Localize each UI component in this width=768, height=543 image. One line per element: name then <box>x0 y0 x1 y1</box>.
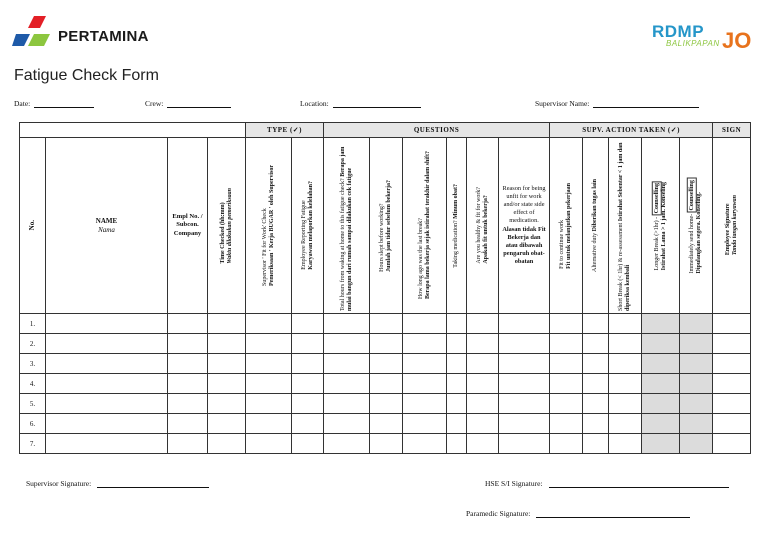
entry-cell[interactable] <box>583 354 609 374</box>
entry-cell[interactable] <box>168 374 208 394</box>
entry-cell[interactable] <box>447 374 467 394</box>
q1-en: Total hours from waking at home to this fatigue check? <box>339 177 346 311</box>
entry-cell[interactable] <box>46 314 168 334</box>
entry-cell[interactable] <box>403 334 447 354</box>
entry-cell[interactable] <box>403 354 447 374</box>
a4-id: Istirahat Lama > 1 jam. Konseling <box>660 181 667 271</box>
a5-en: Immediately send home- <box>689 213 696 274</box>
col-action-short-break <box>609 138 642 314</box>
table-row <box>20 434 751 454</box>
supervisor-name-line[interactable] <box>593 100 699 108</box>
entry-cell[interactable] <box>467 334 499 354</box>
entry-cell[interactable] <box>246 354 292 374</box>
entry-cell[interactable] <box>447 334 467 354</box>
supervisor-signature-label: Supervisor Signature: <box>26 479 92 488</box>
reason-en: Reason for being unfit for work and/or state side effect of medication. <box>502 184 546 225</box>
entry-cell[interactable] <box>324 334 370 354</box>
col-time-label: Time Checked (hh:mm) <box>219 202 226 264</box>
entry-cell[interactable] <box>609 434 642 454</box>
crew-field[interactable] <box>145 99 231 108</box>
entry-cell[interactable] <box>680 314 713 334</box>
group-action: SUPV. ACTION TAKEN (✓) <box>550 123 713 138</box>
entry-cell[interactable] <box>168 394 208 414</box>
col-type-supervisor-check <box>246 138 292 314</box>
entry-cell[interactable] <box>447 414 467 434</box>
entry-cell[interactable] <box>447 314 467 334</box>
entry-cell[interactable] <box>324 434 370 454</box>
supervisor-signature-field[interactable] <box>26 479 209 488</box>
entry-cell[interactable] <box>680 414 713 434</box>
entry-cell[interactable] <box>583 374 609 394</box>
group-header-row <box>20 123 751 138</box>
rdmp-wordmark: RDMP <box>652 22 705 41</box>
entry-cell[interactable] <box>499 314 550 334</box>
entry-cell[interactable] <box>370 314 403 334</box>
entry-cell[interactable] <box>467 394 499 414</box>
entry-cell[interactable] <box>583 394 609 414</box>
rdmp-logo <box>652 22 756 56</box>
entry-cell[interactable] <box>208 414 246 434</box>
entry-cell[interactable] <box>447 434 467 454</box>
col-name <box>46 138 168 314</box>
entry-cell[interactable] <box>550 314 583 334</box>
entry-cell[interactable] <box>583 414 609 434</box>
entry-cell[interactable] <box>246 394 292 414</box>
entry-cell[interactable] <box>642 334 680 354</box>
location-line[interactable] <box>333 100 421 108</box>
entry-cell[interactable] <box>609 314 642 334</box>
q4-id: Minum obat? <box>453 183 460 219</box>
q2-en: Hours slept before working? <box>379 202 386 272</box>
entry-cell[interactable] <box>324 414 370 434</box>
entry-cell[interactable] <box>680 434 713 454</box>
a4-en: Longer Break (>1hr) - <box>653 216 660 271</box>
entry-cell[interactable] <box>499 414 550 434</box>
table-row <box>20 394 751 414</box>
group-questions: QUESTIONS <box>324 123 550 138</box>
entry-cell[interactable] <box>403 434 447 454</box>
row-number: 2. <box>20 334 46 354</box>
group-blank <box>20 123 246 138</box>
column-header-row <box>20 138 751 314</box>
q3-id: Berapa lama bekerja sejak istirahat terakhir dalam shift? <box>424 151 431 300</box>
paramedic-signature-line[interactable] <box>536 510 690 518</box>
entry-cell[interactable] <box>324 314 370 334</box>
pertamina-logo <box>12 14 152 54</box>
entry-cell[interactable] <box>583 434 609 454</box>
entry-cell[interactable] <box>292 374 324 394</box>
form-title: Fatigue Check Form <box>14 67 159 84</box>
q2-id: Jumlah jam tidur sebelum bekerja? <box>386 179 393 272</box>
entry-cell[interactable] <box>447 394 467 414</box>
entry-cell[interactable] <box>292 354 324 374</box>
row-number: 3. <box>20 354 46 374</box>
entry-cell[interactable] <box>370 434 403 454</box>
entry-cell[interactable] <box>499 374 550 394</box>
table-body <box>20 314 751 454</box>
q3-en: How long ago was the last break? <box>417 218 424 300</box>
entry-cell[interactable] <box>680 394 713 414</box>
entry-cell[interactable] <box>642 434 680 454</box>
paramedic-signature-field[interactable] <box>466 509 690 518</box>
entry-cell[interactable] <box>208 374 246 394</box>
entry-cell[interactable] <box>680 334 713 354</box>
entry-cell[interactable] <box>246 414 292 434</box>
entry-cell[interactable] <box>499 334 550 354</box>
entry-cell[interactable] <box>680 354 713 374</box>
entry-cell[interactable] <box>246 314 292 334</box>
entry-cell[interactable] <box>292 314 324 334</box>
col-action-alternative <box>583 138 609 314</box>
entry-cell[interactable] <box>46 394 168 414</box>
entry-cell[interactable] <box>208 394 246 414</box>
entry-cell[interactable] <box>46 434 168 454</box>
col-q-medication <box>447 138 467 314</box>
entry-cell[interactable] <box>467 414 499 434</box>
col-action-send-home <box>680 138 713 314</box>
row-number: 1. <box>20 314 46 334</box>
col-q-hours-slept <box>370 138 403 314</box>
type1-id: Pemeriksaan ' Kerja BUGAR ' oleh Supervisor <box>268 165 275 286</box>
supervisor-name-label: Supervisor Name: <box>535 99 590 108</box>
entry-cell[interactable] <box>292 414 324 434</box>
date-line[interactable] <box>34 100 94 108</box>
entry-cell[interactable] <box>246 334 292 354</box>
entry-cell[interactable] <box>370 414 403 434</box>
paramedic-signature-label: Paramedic Signature: <box>466 509 531 518</box>
entry-cell[interactable] <box>713 334 751 354</box>
entry-cell[interactable] <box>467 374 499 394</box>
col-action-fit <box>550 138 583 314</box>
table-row <box>20 354 751 374</box>
sign-id: Tanda tangan karyawan <box>731 195 738 256</box>
row-number: 7. <box>20 434 46 454</box>
group-sign: SIGN <box>713 123 751 138</box>
entry-cell[interactable] <box>403 414 447 434</box>
entry-cell[interactable] <box>499 354 550 374</box>
entry-cell[interactable] <box>324 374 370 394</box>
col-empl-label: Empl No. / Subcon. Company <box>172 213 203 237</box>
col-no <box>20 138 46 314</box>
entry-cell[interactable] <box>324 354 370 374</box>
entry-cell[interactable] <box>168 414 208 434</box>
col-q-healthy <box>467 138 499 314</box>
entry-cell[interactable] <box>609 374 642 394</box>
col-type-employee-report <box>292 138 324 314</box>
entry-cell[interactable] <box>467 434 499 454</box>
entry-cell[interactable] <box>246 434 292 454</box>
entry-cell[interactable] <box>609 414 642 434</box>
location-label: Location: <box>300 99 329 108</box>
crew-line[interactable] <box>167 100 231 108</box>
col-no-label: No. <box>28 220 37 231</box>
q5-id: Apakah fit untuk bekerja? <box>482 195 489 264</box>
entry-cell[interactable] <box>642 314 680 334</box>
col-sign <box>713 138 751 314</box>
entry-cell[interactable] <box>550 394 583 414</box>
type2-id: Karyawan melaporkan kelelahan? <box>307 181 314 270</box>
entry-cell[interactable] <box>583 334 609 354</box>
entry-cell[interactable] <box>292 334 324 354</box>
entry-cell[interactable] <box>713 354 751 374</box>
a2-id: Diberikan tugas lain <box>592 178 599 232</box>
a1-en: Fit to continue work <box>559 219 566 269</box>
entry-cell[interactable] <box>168 434 208 454</box>
entry-cell[interactable] <box>550 334 583 354</box>
table-row <box>20 414 751 434</box>
col-action-long-break <box>642 138 680 314</box>
entry-cell[interactable] <box>713 414 751 434</box>
entry-cell[interactable] <box>609 354 642 374</box>
hse-signature-field[interactable] <box>485 479 729 488</box>
location-field[interactable] <box>300 99 421 108</box>
sign-en: Employee Signature <box>724 203 731 256</box>
entry-cell[interactable] <box>208 434 246 454</box>
entry-cell[interactable] <box>370 334 403 354</box>
col-name-id-label: Nama <box>98 225 115 234</box>
entry-cell[interactable] <box>550 414 583 434</box>
a1-id: Fit untuk melanjutkan pekerjaan <box>566 182 573 269</box>
entry-cell[interactable] <box>550 374 583 394</box>
entry-cell[interactable] <box>403 314 447 334</box>
date-label: Date: <box>14 99 31 108</box>
entry-cell[interactable] <box>680 374 713 394</box>
entry-cell[interactable] <box>642 374 680 394</box>
supervisor-signature-line[interactable] <box>97 480 209 488</box>
a5-id: Dipulangkan segera. Konseling. <box>696 191 703 274</box>
q1-id: Berapa jam mulai bangun dari rumah sampai dilakukan cek fatigue <box>339 146 353 311</box>
entry-cell[interactable] <box>642 394 680 414</box>
q5-en: Are you healthy & fit for work? <box>475 187 482 264</box>
col-time <box>208 138 246 314</box>
col-reason <box>499 138 550 314</box>
entry-cell[interactable] <box>168 314 208 334</box>
entry-cell[interactable] <box>713 374 751 394</box>
entry-cell[interactable] <box>499 394 550 414</box>
crew-label: Crew: <box>145 99 164 108</box>
table-row <box>20 374 751 394</box>
entry-cell[interactable] <box>583 314 609 334</box>
col-empl <box>168 138 208 314</box>
entry-cell[interactable] <box>208 314 246 334</box>
entry-cell[interactable] <box>642 414 680 434</box>
entry-cell[interactable] <box>609 334 642 354</box>
a3-en: Short Break (< 1hr) & re-assessment <box>618 222 625 311</box>
entry-cell[interactable] <box>403 394 447 414</box>
row-number: 5. <box>20 394 46 414</box>
col-q-hours-awake <box>324 138 370 314</box>
entry-cell[interactable] <box>550 434 583 454</box>
a2-en: Alternative duty <box>592 232 599 272</box>
entry-cell[interactable] <box>46 374 168 394</box>
col-q-last-break <box>403 138 447 314</box>
fatigue-check-table <box>19 122 751 454</box>
entry-cell[interactable] <box>467 314 499 334</box>
type2-en: Employee Reporting Fatigue <box>300 200 307 270</box>
supervisor-name-field[interactable] <box>535 99 699 108</box>
entry-cell[interactable] <box>168 354 208 374</box>
entry-cell[interactable] <box>168 334 208 354</box>
row-number: 4. <box>20 374 46 394</box>
entry-cell[interactable] <box>447 354 467 374</box>
balikpapan-wordmark: BALIKPAPAN <box>666 39 720 48</box>
entry-cell[interactable] <box>713 394 751 414</box>
col-time-id-label: Waktu dilakukan pemeriksaan <box>226 187 233 264</box>
group-type: TYPE (✓) <box>246 123 324 138</box>
entry-cell[interactable] <box>246 374 292 394</box>
hse-signature-line[interactable] <box>549 480 729 488</box>
q4-en: Taking medication? <box>453 219 460 268</box>
entry-cell[interactable] <box>208 354 246 374</box>
entry-cell[interactable] <box>467 354 499 374</box>
a5-em: Counselling <box>689 179 696 211</box>
entry-cell[interactable] <box>370 374 403 394</box>
entry-cell[interactable] <box>292 394 324 414</box>
entry-cell[interactable] <box>292 434 324 454</box>
jo-wordmark: JO <box>722 28 752 53</box>
entry-cell[interactable] <box>370 394 403 414</box>
entry-cell[interactable] <box>550 354 583 374</box>
entry-cell[interactable] <box>403 374 447 394</box>
type1-en: Supervisor ' Fit for Work' Check <box>261 208 268 286</box>
entry-cell[interactable] <box>713 434 751 454</box>
entry-cell[interactable] <box>499 434 550 454</box>
hse-signature-label: HSE S/I Signature: <box>485 479 543 488</box>
entry-cell[interactable] <box>46 354 168 374</box>
entry-cell[interactable] <box>642 354 680 374</box>
table-row <box>20 314 751 334</box>
pertamina-wordmark: PERTAMINA <box>58 28 149 45</box>
row-number: 6. <box>20 414 46 434</box>
date-field[interactable] <box>14 99 94 108</box>
entry-cell[interactable] <box>713 314 751 334</box>
entry-cell[interactable] <box>46 334 168 354</box>
reason-id: Alasan tidak Fit Bekerja dan atau dibawah pengaruh obat-obatan <box>502 225 546 266</box>
a4-em: Counselling <box>653 182 660 214</box>
entry-cell[interactable] <box>370 354 403 374</box>
pertamina-emblem-icon <box>12 14 56 54</box>
a3-id: Istirahat Sebentar < 1 jam dan diperiksa kembali <box>618 141 632 311</box>
entry-cell[interactable] <box>609 394 642 414</box>
entry-cell[interactable] <box>46 414 168 434</box>
col-name-label: NAME <box>95 216 118 225</box>
table-row <box>20 334 751 354</box>
entry-cell[interactable] <box>324 394 370 414</box>
entry-cell[interactable] <box>208 334 246 354</box>
